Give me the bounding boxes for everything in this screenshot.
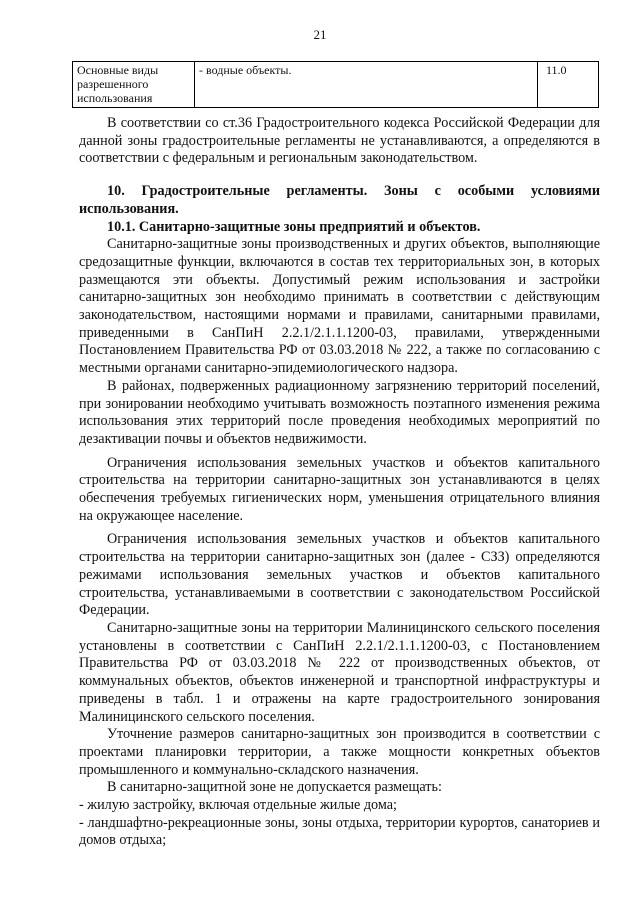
page-number: 21 <box>313 27 327 42</box>
table-cell-objects: - водные объекты. <box>195 62 538 108</box>
land-use-table <box>72 61 599 108</box>
table-row <box>73 62 599 108</box>
paragraph-radiation: В районах, подверженных радиационному загрязнению территорий поселений, при зонировании необходимо учитывать возможность поэтапного изменения режима использования этих территорий после проведения необходимых мероприятий по дезактивации почвы и объектов недвижимости. <box>79 377 600 447</box>
list-item: - ландшафтно-рекреационные зоны, зоны отдыха, территории курортов, санаториев и домов отдыха; <box>79 814 600 849</box>
list-item: - жилую застройку, включая отдельные жилые дома; <box>79 797 397 814</box>
subsection-heading-10-1: 10.1. Санитарно-защитные зоны предприятий и объектов. <box>107 218 481 235</box>
document-body <box>79 115 600 850</box>
paragraph-sanitary-zones: Санитарно-защитные зоны производственных и других объектов, выполняющие средозащитные функции, включаются в состав тех территориальных зон, в которых размещаются эти объекты. Допустимый режим использования и застройки санитарно-защитных зон необходимо принимать в соответствии с действующим законодательством, настоящими нормами и правилами, санитарными правилами, приведенными в СанПиН 2.2.1/2.1.1.1200-03, правилами, утвержденными Постановлением Правительства РФ от 03.03.2018 № 222, а также по согласованию с местными органами санитарно-эпидемиологического надзора. <box>79 236 600 377</box>
paragraph-restrictions-regimes: Ограничения использования земельных участков и объектов капитального строительства на территории санитарно-защитных зон (далее - СЗЗ) определяются режимами использования земельных участков и объектов капитального строительства, устанавливаемыми в соответствии с законодательством Российской Федерации. <box>79 531 600 619</box>
paragraph-established-zones: Санитарно-защитные зоны на территории Малиницинского сельского поселения установлены в соответствии с СанПиН 2.2.1/2.1.1.1200-03, с Постановлением Правительства РФ от 03.03.2018 № 222 от производственных объектов, от коммунальных объектов, объектов инженерной и транспортной инфраструктуры и приведены в табл. 1 и отражены на карте градостроительного зонирования Малиницинского сельского поселения. <box>79 619 600 725</box>
paragraph-restrictions-purpose: Ограничения использования земельных участков и объектов капитального строительства на территории санитарно-защитных зон устанавливаются в целях обеспечения требуемых гигиенических норм, уменьшения отрицательного влияния на окружающее население. <box>79 454 600 524</box>
table-cell-use-type: Основные виды разрешенного использования <box>73 62 195 108</box>
paragraph-prohibited-intro: В санитарно-защитной зоне не допускается размещать: <box>107 779 442 796</box>
paragraph-intro: В соответствии со ст.36 Градостроительного кодекса Российской Федерации для данной зоны градостроительные регламенты не устанавливаются, а определяются в соответствии с федеральным и региональным законодательством. <box>79 115 600 167</box>
paragraph-refinement: Уточнение размеров санитарно-защитных зон производится в соответствии с проектами планировки территории, а также мощности конкретных объектов промышленного и коммунально-складского назначения. <box>79 726 600 778</box>
table-cell-code: 11.0 <box>538 62 599 108</box>
section-heading-10: 10. Градостроительные регламенты. Зоны с особыми условиями использования. <box>79 183 600 217</box>
